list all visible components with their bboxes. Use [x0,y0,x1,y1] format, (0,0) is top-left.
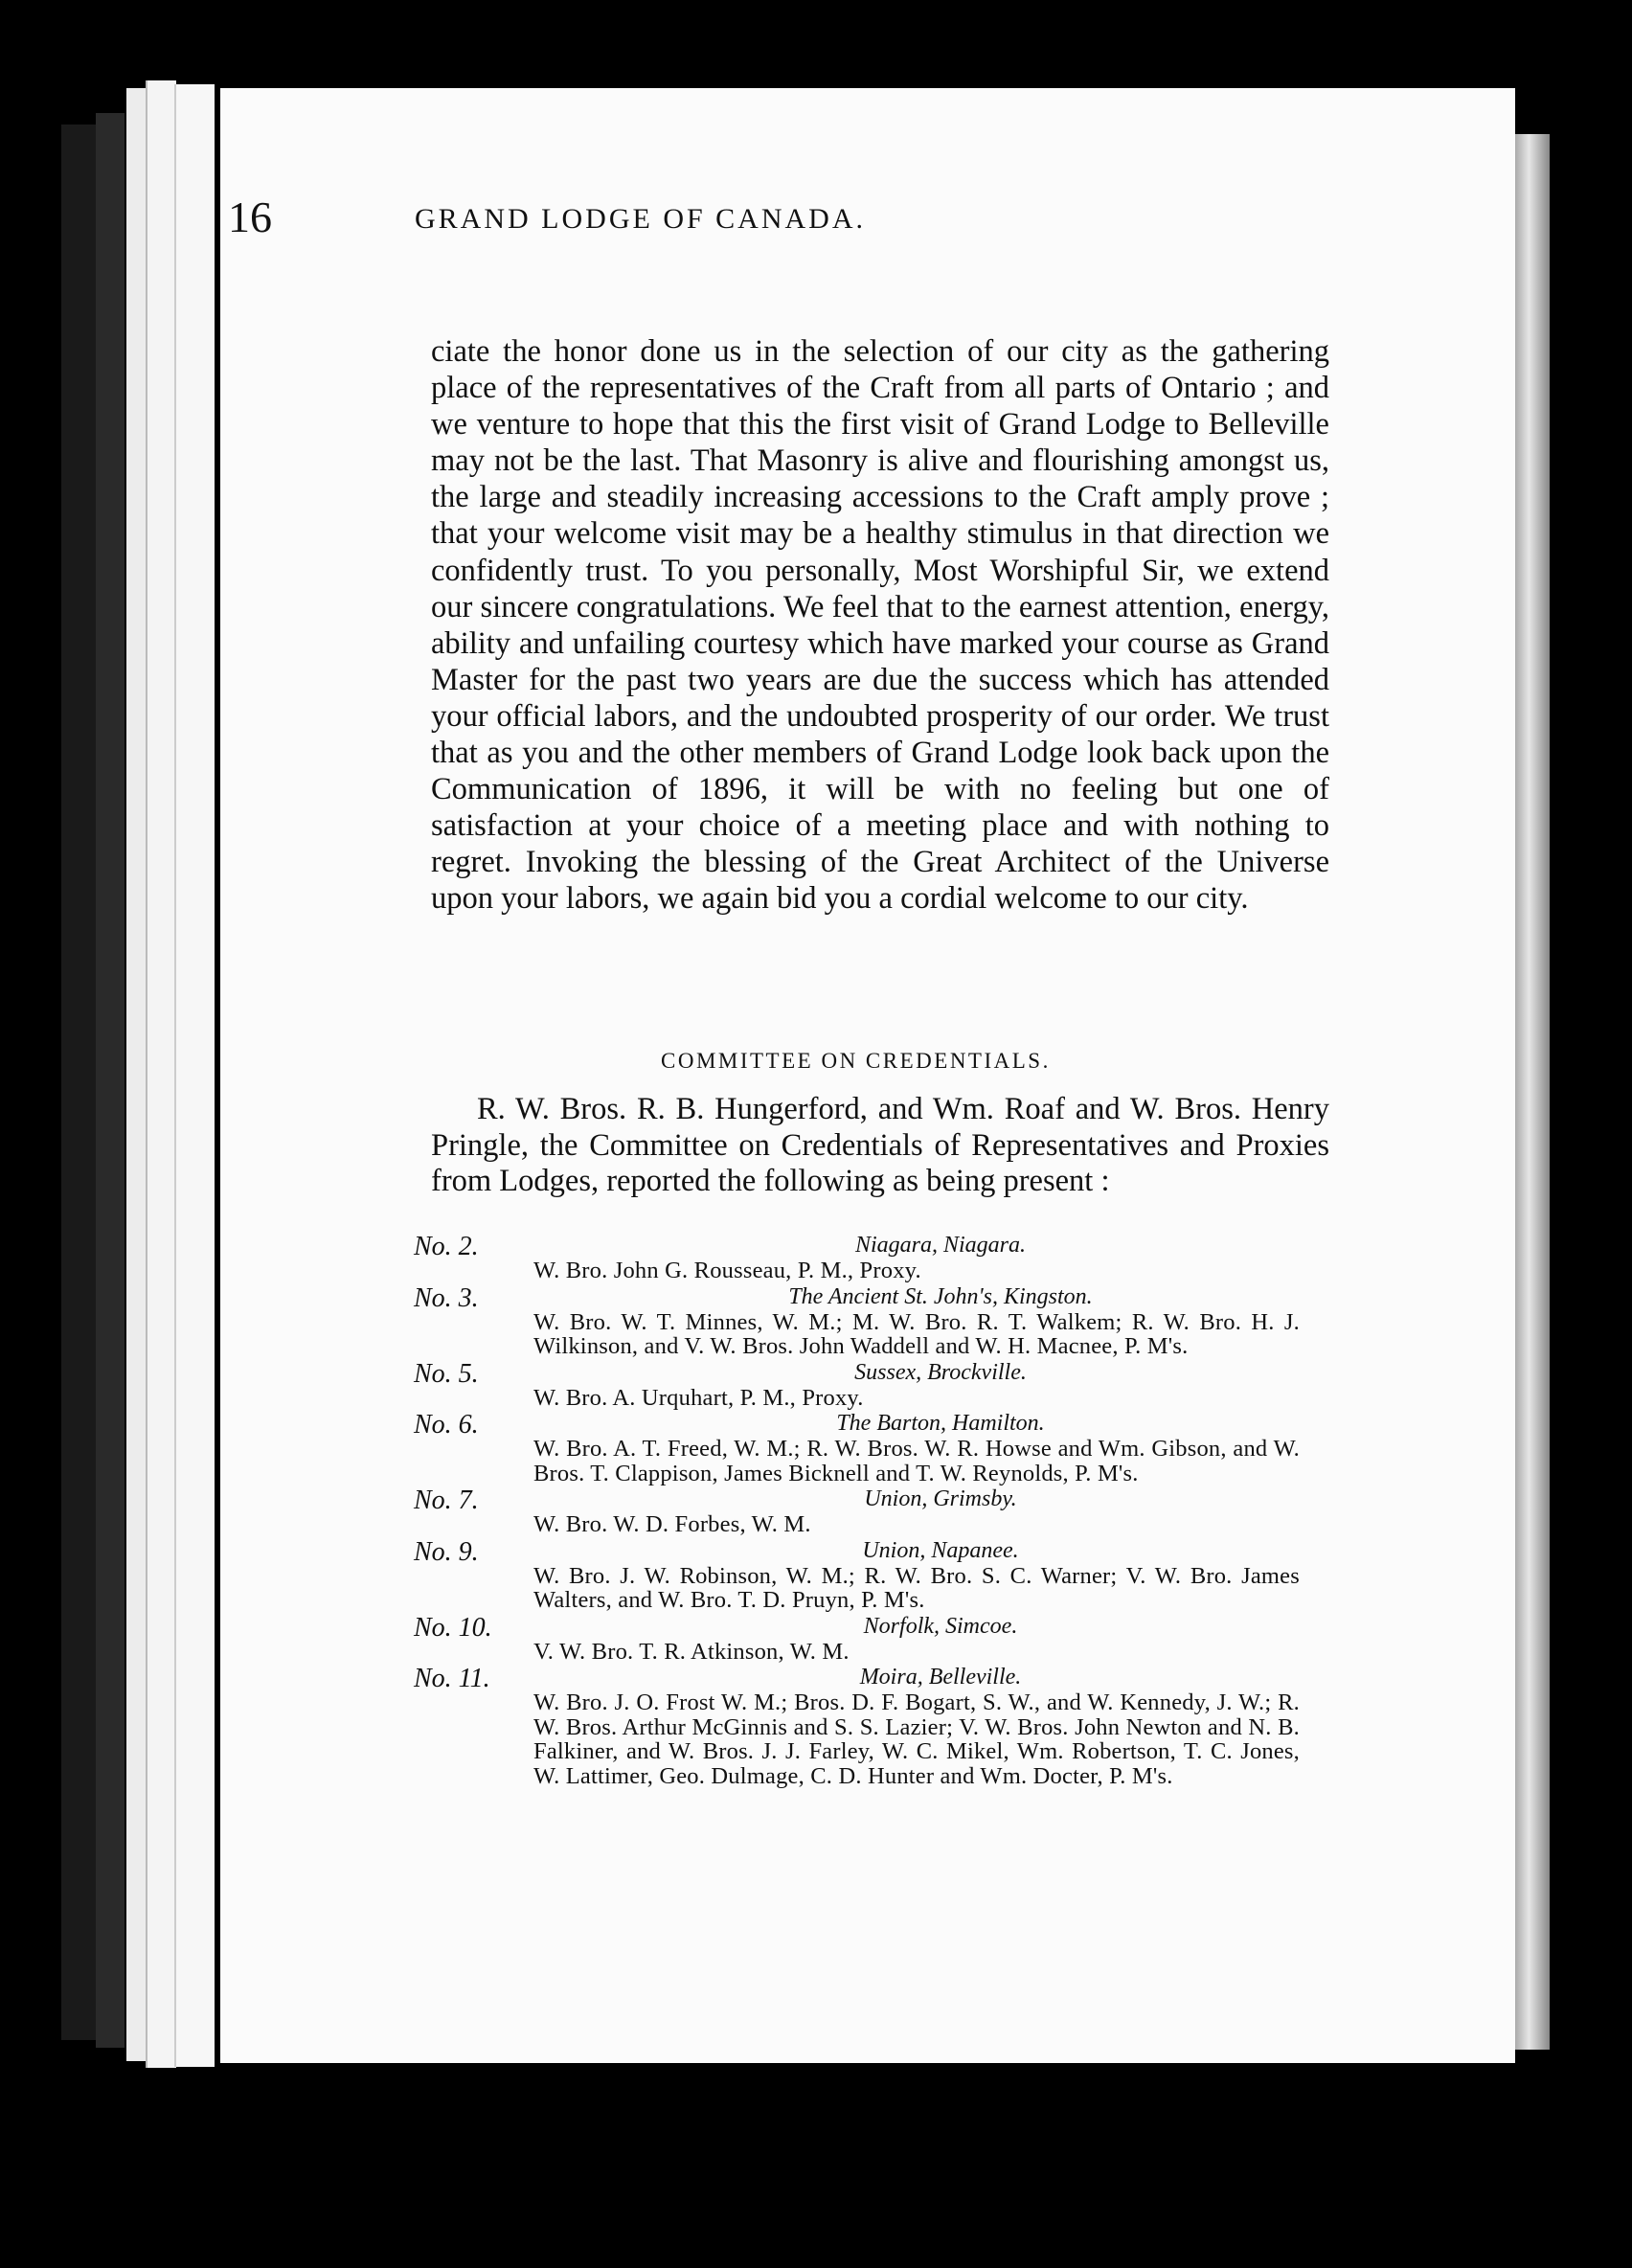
lodge-members: W. Bro. A. T. Freed, W. M.; R. W. Bros. W. R. Howse and Wm. Gibson, and W. Bros. T. Clappison, James Bicknell and T. W. Reynolds, P. M's. [533,1436,1300,1486]
address-text: ciate the honor done us in the selection of our city as the gathering place of the representatives of the Craft from all parts of Ontario ; and we venture to hope that this the first visit of Grand Lodge to Belleville may not be the last. That Masonry is alive and flourishing amongst us, the large and steadily increasing accessions to the Craft amply prove ; that your welcome visit may be a healthy stimulus in that direction we confidently trust. To you personally, Most Worshipful Sir, we extend our sincere congratulations. We feel that to the earnest attention, energy, ability and unfailing courtesy which have marked your course as Grand Master for the past two years are due the success which has attended your official labors, and the undoubted prosperity of our order. We trust that as you and the other members of Grand Lodge look back upon the Communication of 1896, it will be with no feeling but one of satisfaction at your choice of a meeting place and with nothing to regret. Invoking the blessing of the Great Architect of the Universe upon your labors, we again bid you a cordial welcome to our city. [431,334,1329,917]
lodge-name: Union, Napanee. [862,1537,1019,1563]
committee-intro [431,1092,1329,1200]
right-page-edge [1515,134,1550,2050]
lodge-number: No. 2. [414,1232,479,1261]
committee-intro-text: R. W. Bros. R. B. Hungerford, and Wm. Roaf and W. Bros. Henry Pringle, the Committee on Credentials of Representatives and Proxies from Lodges, reported the following as being present : [431,1092,1329,1198]
book-edge-dark [61,125,100,2040]
lodge-members: W. Bro. John G. Rousseau, P. M., Proxy. [533,1258,921,1283]
lodge-entry [414,1232,1333,1283]
lodge-entry [414,1486,1333,1537]
lodge-members: W. Bro. A. Urquhart, P. M., Proxy. [533,1384,864,1411]
lodge-number: No. 6. [414,1410,479,1440]
running-head: GRAND LODGE OF CANADA. [415,203,866,235]
lodge-members: V. W. Bro. T. R. Atkinson, W. M. [533,1638,850,1665]
lodge-name: Niagara, Niagara. [854,1233,1027,1258]
page-edge-2 [146,80,176,2068]
lodge-list [414,1232,1333,1788]
lodge-number: No. 11. [414,1664,490,1693]
lodge-entry [414,1664,1333,1788]
page-number: 16 [228,193,272,241]
lodge-entry [414,1410,1333,1486]
lodge-number: No. 3. [414,1282,479,1313]
lodge-entry [414,1537,1333,1613]
section-heading: COMMITTEE ON CREDENTIALS. [661,1049,1051,1073]
lodge-number: No. 7. [414,1486,479,1515]
lodge-entry [414,1613,1333,1665]
page-header [228,192,1329,249]
lodge-entry [414,1359,1333,1411]
lodge-name: Union, Grimsby. [864,1486,1017,1511]
lodge-number: No. 9. [414,1536,479,1567]
lodge-name: The Barton, Hamilton. [836,1411,1045,1436]
lodge-name: Moira, Belleville. [859,1665,1022,1690]
lodge-number: No. 5. [414,1358,479,1389]
lodge-members: W. Bro. W. D. Forbes, W. M. [533,1511,811,1537]
body-paragraph [431,333,1329,918]
lodge-members: W. Bro. J. W. Robinson, W. M.; R. W. Bro. S. C. Warner; V. W. Bro. James Walters, and W. Bro. T. D. Pruyn, P. M's. [533,1562,1300,1613]
lodge-entry [414,1283,1333,1359]
lodge-name: Sussex, Brockville. [854,1359,1027,1385]
page-edge-1 [126,88,146,2061]
book-edge-dark-2 [96,113,125,2048]
lodge-members: W. Bro. W. T. Minnes, W. M.; M. W. Bro. R. T. Walkem; R. W. Bro. H. J. Wilkinson, and V. W. Bros. John Waddell and W. H. Macnee, P. M's. [533,1308,1300,1359]
lodge-number: No. 10. [414,1612,492,1643]
lodge-name: The Ancient St. John's, Kingston. [788,1283,1093,1309]
page-edge-3 [174,84,215,2067]
lodge-members: W. Bro. J. O. Frost W. M.; Bros. D. F. Bogart, S. W., and W. Kennedy, J. W.; R. W. Bros. Arthur McGinnis and S. S. Lazier; V. W. Bros. John Newton and N. B. Falkiner, and W. Bros. J. J. Farley, W. C. Mikel, Wm. Robertson, T. C. Jones, W. Lattimer, Geo. Dulmage, C. D. Hunter and Wm. Docter, P. M's. [533,1690,1300,1789]
lodge-name: Norfolk, Simcoe. [863,1613,1018,1639]
